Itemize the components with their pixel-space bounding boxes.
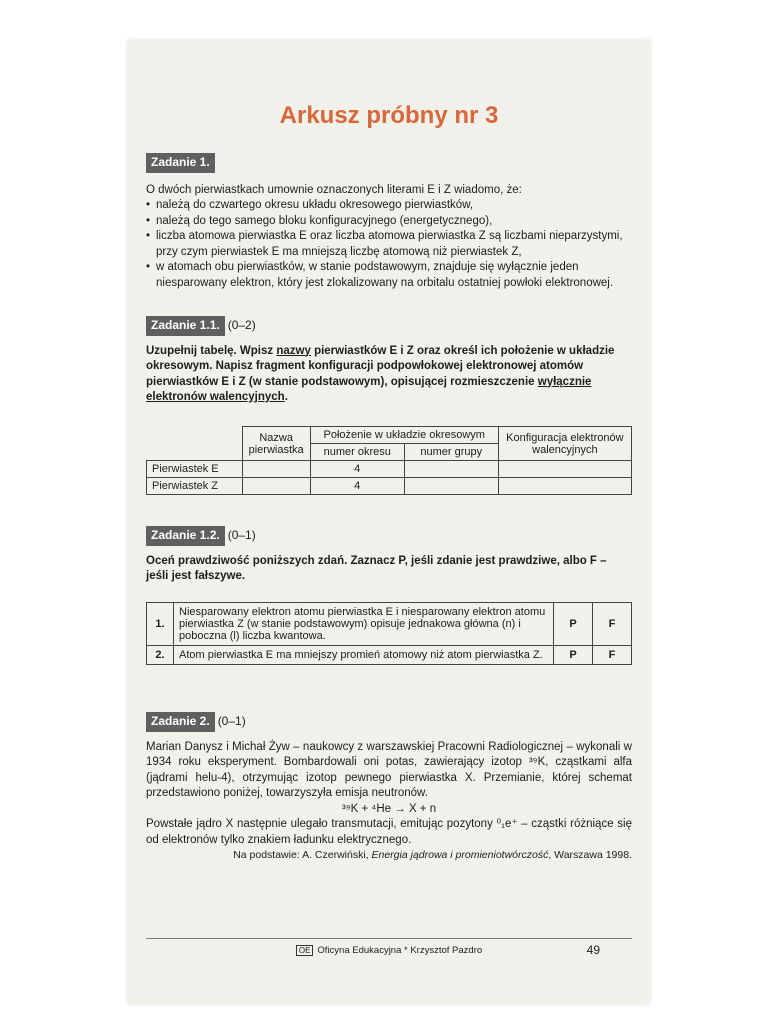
table-row: [147, 603, 632, 646]
true-option[interactable]: P: [554, 646, 593, 665]
task-1-1-points: (0–2): [227, 318, 256, 332]
publisher-name: Oficyna Edukacyjna * Krzysztof Pazdro: [317, 945, 483, 956]
task-2-paragraph-1: Marian Danysz i Michał Żyw – naukowcy z warszawskiej Pracowni Radiologicznej – wykonali w 1934 roku eksperyment. Bombardowali oni potas, zawierający izotop ³⁹K, cząstkami alfa (jądrami helu-4), otrzymując izotop pewnego pierwiastka X. Przemianie, której schemat przedstawiono poniżej, towarzyszyła emisja neutronów.: [146, 740, 632, 799]
task-1-intro: O dwóch pierwiastkach umownie oznaczonych literami E i Z wiadomo, że:: [146, 183, 522, 196]
answer-cell-config[interactable]: [498, 461, 631, 478]
col-position-header: Położenie w układzie okresowym: [310, 427, 498, 444]
statement-text: Niesparowany elektron atomu pierwiastka E i niesparowany elektron atomu pierwiastka Z (w stanie podstawowym) opisuje jednakowa główna (n) i poboczna (l) liczba kwantowa.: [174, 603, 554, 646]
col-group-header: numer grupy: [404, 444, 498, 461]
col-name-header: Nazwa pierwiastka: [242, 427, 310, 461]
row-label: Pierwiastek E: [147, 461, 243, 478]
task-1-conditions: [146, 198, 632, 291]
page-title: Arkusz próbny nr 3: [279, 102, 499, 129]
task-1: [146, 153, 632, 291]
task-1-1-instruction: Uzupełnij tabelę. Wpisz nazwy pierwiastków E i Z oraz określ ich położenie w układzie okresowym. Napisz fragment konfiguracji podpowłokowej elektronowej atomów pierwiastków E i Z (w stanie podstawowym), opisującej rozmieszczenie wyłącznie elektronów walencyjnych.: [146, 344, 615, 403]
period-value: 4: [310, 461, 404, 478]
true-option[interactable]: P: [554, 603, 593, 646]
task-1-2: [146, 526, 632, 585]
answer-cell-group[interactable]: [404, 478, 498, 495]
page-number: 49: [586, 943, 600, 957]
footer-divider: [146, 938, 632, 939]
nuclear-reaction-formula: ³⁹K + ⁴He → X + n: [341, 802, 437, 815]
answer-cell-name[interactable]: [242, 478, 310, 495]
task-1-label: Zadanie 1.: [146, 153, 215, 173]
statement-number: 1.: [147, 603, 174, 646]
task-2-points: (0–1): [217, 714, 246, 728]
col-config-header: Konfiguracja elektronów walencyjnych: [498, 427, 631, 461]
answer-cell-config[interactable]: [498, 478, 631, 495]
source-citation: Na podstawie: A. Czerwiński, Energia jądrowa i promieniotwórczość, Warszawa 1998.: [233, 849, 632, 861]
elements-table: [146, 426, 632, 495]
statement-number: 2.: [147, 646, 174, 665]
page-footer: [128, 945, 650, 956]
table-row: [147, 646, 632, 665]
answer-cell-name[interactable]: [242, 461, 310, 478]
task-2-paragraph-2: Powstałe jądro X następnie ulegało transmutacji, emitując pozytony ⁰₁e⁺ – cząstki różniące się od elektronów tylko znakiem ładunku elektrycznego.: [146, 818, 632, 846]
false-option[interactable]: F: [593, 603, 632, 646]
true-false-table: [146, 602, 632, 665]
document-page: [128, 40, 650, 1004]
task-1-2-instruction: Oceń prawdziwość poniższych zdań. Zaznacz P, jeśli zdanie jest prawdziwe, albo F – jeśli jest fałszywe.: [146, 554, 607, 582]
task-1-1: [146, 316, 632, 406]
task-1-2-points: (0–1): [227, 528, 256, 542]
condition-item: • liczba atomowa pierwiastka E oraz liczba atomowa pierwiastka Z są liczbami nieparzystymi, przy czym pierwiastek E ma mniejszą liczbę atomową niż pierwiastek Z,: [156, 229, 632, 260]
false-option[interactable]: F: [593, 646, 632, 665]
table-row: [147, 461, 632, 478]
task-1-1-label: Zadanie 1.1.: [146, 316, 225, 336]
row-label: Pierwiastek Z: [147, 478, 243, 495]
answer-cell-group[interactable]: [404, 461, 498, 478]
task-2: [146, 712, 632, 864]
task-2-label: Zadanie 2.: [146, 712, 215, 732]
col-period-header: numer okresu: [310, 444, 404, 461]
publisher-logo-icon: OE: [296, 945, 314, 956]
condition-item: • należą do tego samego bloku konfiguracyjnego (energetycznego),: [156, 214, 632, 230]
period-value: 4: [310, 478, 404, 495]
task-1-2-label: Zadanie 1.2.: [146, 526, 225, 546]
condition-item: • w atomach obu pierwiastków, w stanie podstawowym, znajduje się wyłącznie jeden niesparowany elektron, który jest zlokalizowany na orbitalu ostatniej powłoki elektronowej.: [156, 260, 632, 291]
table-row: [147, 478, 632, 495]
statement-text: Atom pierwiastka E ma mniejszy promień atomowy niż atom pierwiastka Z.: [174, 646, 554, 665]
condition-item: • należą do czwartego okresu układu okresowego pierwiastków,: [156, 198, 632, 214]
